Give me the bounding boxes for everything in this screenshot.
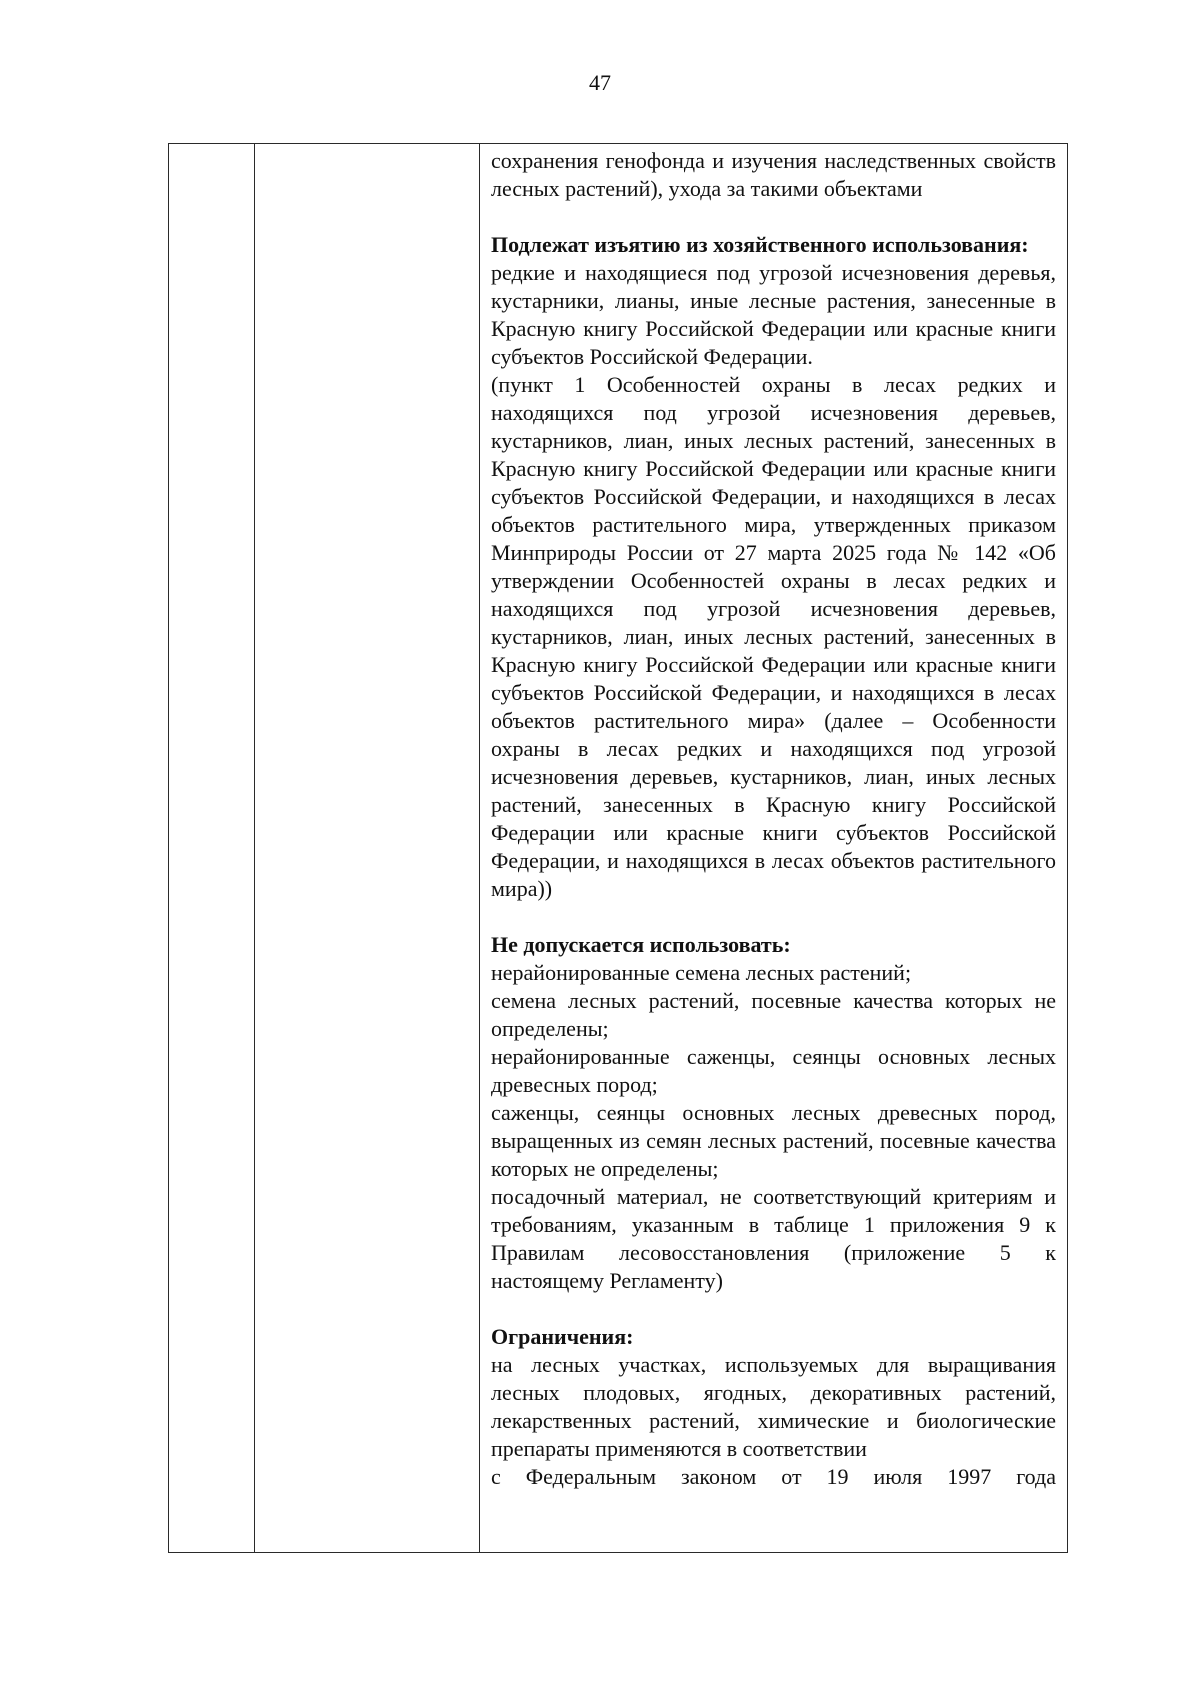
regulation-table <box>168 143 1068 1553</box>
table-cell-requirements <box>480 144 1068 1553</box>
paragraph-gap <box>491 203 1056 231</box>
list-item: нерайонированные семена лесных растений; <box>491 960 912 985</box>
requirements-content <box>480 144 1067 1491</box>
section-paragraph: (пункт 1 Особенностей охраны в лесах редких и находящихся под угрозой исчезновения деревьев, кустарников, лиан, иных лесных растений, занесенных в Красную книгу Российской Федерации или красные книги субъектов Российской Федерации, и находящихся в лесах объектов растительного мира, утвержденных приказом Минприроды России от 27 марта 2025 года № 142 «Об утверждении Особенностей охраны в лесах редких и находящихся под угрозой исчезновения деревьев, кустарников, лиан, иных лесных растений, занесенных в Красную книгу Российской Федерации или красные книги субъектов Российской Федерации, и находящихся в лесах объектов растительного мира» (далее – Особенности охраны в лесах редких и находящихся под угрозой исчезновения деревьев, кустарников, лиан, иных лесных растений, занесенных в Красную книгу Российской Федерации или красные книги субъектов Российской Федерации, и находящихся в лесах объектов растительного мира)) <box>491 372 1056 901</box>
section-heading-withdrawal: Подлежат изъятию из хозяйственного использования: <box>491 232 1029 257</box>
section-heading-restrictions: Ограничения: <box>491 1324 634 1349</box>
list-item: нерайонированные саженцы, сеянцы основных лесных древесных пород; <box>491 1044 1056 1097</box>
section-paragraph-continued: с Федеральным законом от 19 июля 1997 года <box>491 1464 1056 1489</box>
page-number: 47 <box>589 70 611 95</box>
table-row <box>169 144 1068 1553</box>
list-item: саженцы, сеянцы основных лесных древесных пород, выращенных из семян лесных растений, посевные качества которых не определены; <box>491 1100 1056 1181</box>
paragraph-gap <box>491 903 1056 931</box>
section-paragraph: редкие и находящиеся под угрозой исчезновения деревья, кустарники, лианы, иные лесные растения, занесенные в Красную книгу Российской Федерации или красные книги субъектов Российской Федерации. <box>491 260 1056 369</box>
section-heading-prohibited: Не допускается использовать: <box>491 932 791 957</box>
intro-paragraph: сохранения генофонда и изучения наследственных свойств лесных растений), ухода за такими объектами <box>491 148 1056 201</box>
table-cell-name <box>255 144 480 1553</box>
section-paragraph: на лесных участках, используемых для выращивания лесных плодовых, ягодных, декоративных растений, лекарственных растений, химические и биологические препараты применяются в соответствии <box>491 1352 1056 1461</box>
list-item: семена лесных растений, посевные качества которых не определены; <box>491 988 1056 1041</box>
table-cell-number <box>169 144 255 1553</box>
paragraph-gap <box>491 1295 1056 1323</box>
list-item: посадочный материал, не соответствующий критериям и требованиям, указанным в таблице 1 приложения 9 к Правилам лесовосстановления (приложение 5 к настоящему Регламенту) <box>491 1184 1056 1293</box>
